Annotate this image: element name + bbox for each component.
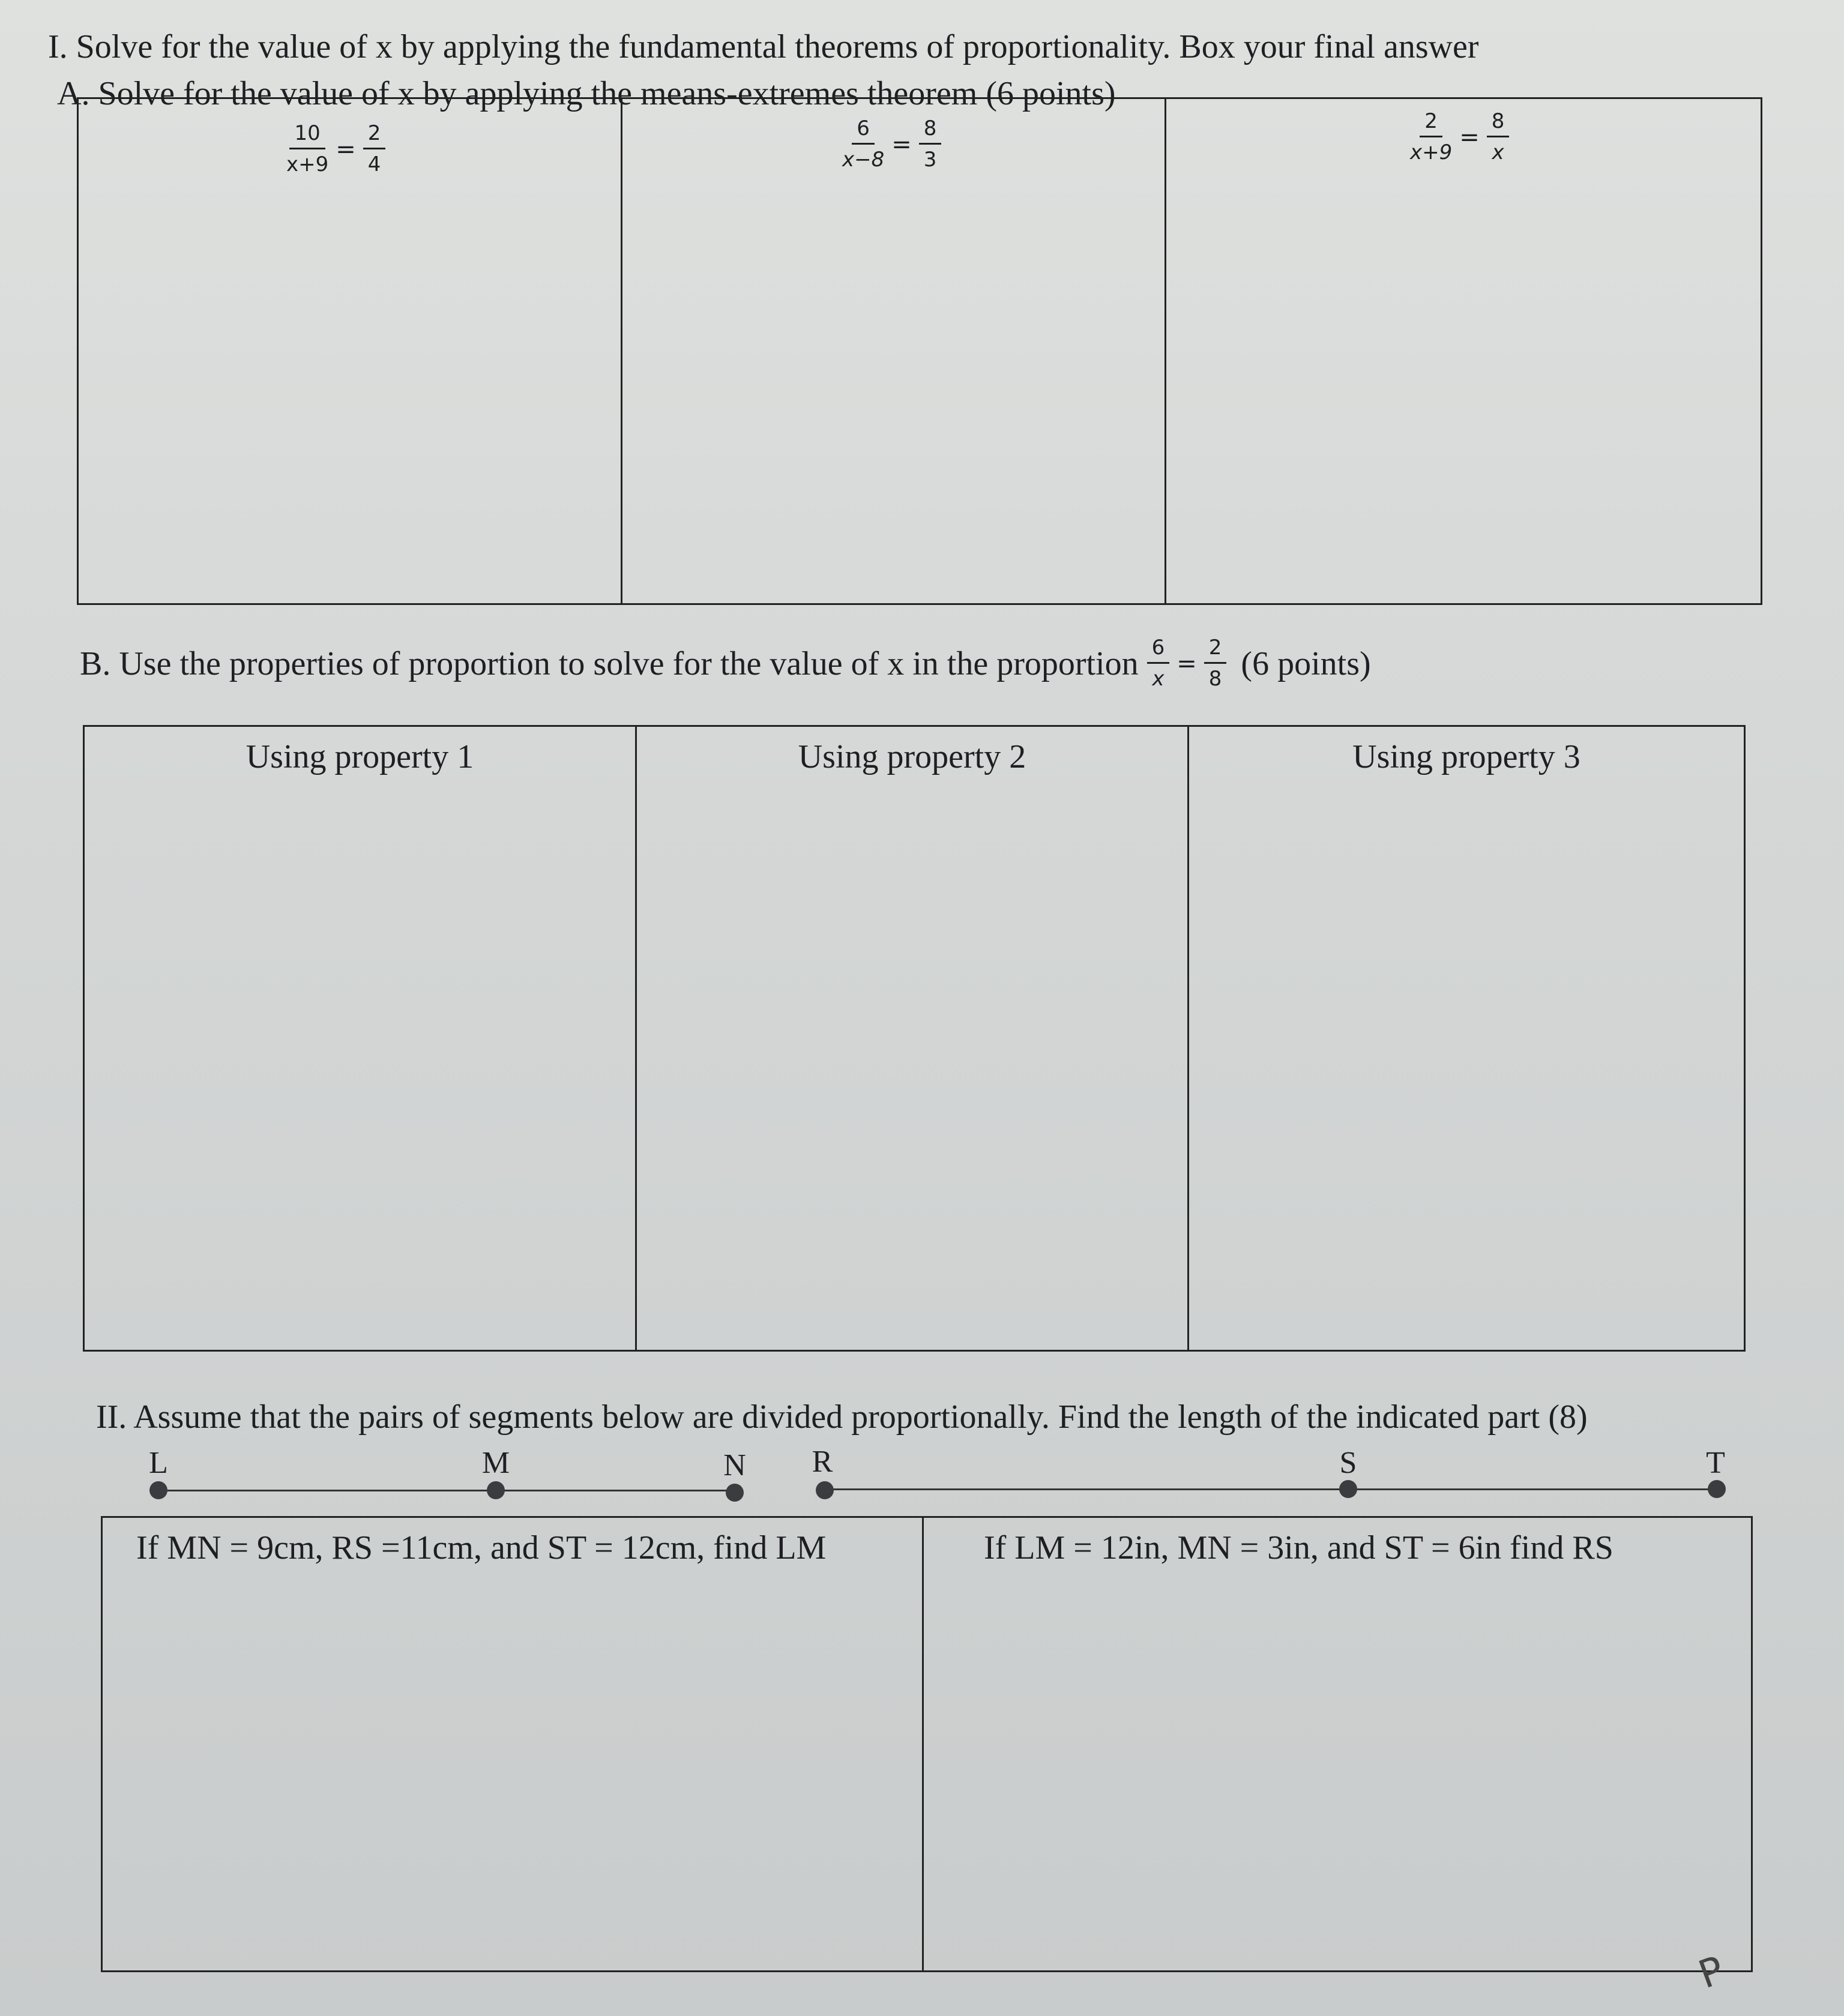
equation-1: $\frac{10}{x+9}$ = $\frac{2}{4}$	[283, 122, 389, 176]
partB-points: (6 points)	[1241, 645, 1371, 682]
part1-heading: I. Solve for the value of x by applying the fundamental theorems of proportionality. Box your final answer	[48, 28, 1479, 65]
point-label-N: N	[723, 1448, 746, 1482]
handwritten-mark: P	[1693, 1948, 1731, 1998]
property-1-cell[interactable]	[85, 727, 637, 1350]
property-2-title: Using property 2	[798, 738, 1026, 775]
partB-proportion-right: $\frac{2}{8}$	[1204, 636, 1227, 691]
fraction: $\frac{2}{4}$	[363, 122, 386, 176]
partA-cell-1[interactable]	[79, 99, 622, 603]
segment-RT	[825, 1488, 1717, 1490]
problem-2-cell[interactable]	[924, 1518, 1751, 1970]
point-L	[149, 1481, 167, 1499]
fraction: $\frac{10}{x+9}$	[286, 121, 329, 177]
partA-heading: A. Solve for the value of x by applying the means-extremes theorem (6 points)	[57, 75, 1116, 112]
partB-table	[83, 725, 1746, 1352]
equation-3: $\frac{2}{x+9}$ = $\frac{8}{x}$	[1406, 110, 1513, 164]
point-N	[726, 1484, 744, 1502]
point-label-S: S	[1339, 1446, 1357, 1480]
point-label-M: M	[481, 1446, 510, 1480]
partA-table	[77, 97, 1762, 605]
point-label-L: L	[149, 1446, 168, 1480]
problem-2-text: If LM = 12in, MN = 3in, and ST = 6in find RS	[984, 1529, 1614, 1566]
property-3-title: Using property 3	[1352, 738, 1580, 775]
point-label-T: T	[1706, 1446, 1725, 1480]
partB-proportion-left: $\frac{6}{x}$	[1147, 636, 1170, 691]
problem-1-text: If MN = 9cm, RS =11cm, and ST = 12cm, find LM	[136, 1529, 827, 1566]
fraction: $\frac{6}{x-8}$	[842, 116, 885, 172]
part2-table	[101, 1516, 1753, 1972]
point-M	[487, 1481, 505, 1499]
fraction: $\frac{8}{3}$	[919, 117, 942, 172]
property-1-title: Using property 1	[246, 738, 474, 775]
property-3-cell[interactable]	[1189, 727, 1744, 1350]
point-S	[1339, 1480, 1357, 1498]
part2-heading: II. Assume that the pairs of segments below are divided proportionally. Find the length of the indicated part (8)	[96, 1398, 1588, 1436]
problem-1-cell[interactable]	[103, 1518, 924, 1970]
point-R	[816, 1481, 834, 1499]
property-2-cell[interactable]	[637, 727, 1189, 1350]
partB-heading: B. Use the properties of proportion to solve for the value of x in the proportion $\frac{6}{x}$ = $\frac{2}{8}$ (6 points)	[80, 636, 1371, 691]
partB-heading-text: B. Use the properties of proportion to solve for the value of x in the proportion	[80, 645, 1139, 682]
fraction: $\frac{2}{x+9}$	[1410, 109, 1453, 165]
equation-2: $\frac{6}{x-8}$ = $\frac{8}{3}$	[839, 117, 945, 172]
point-T	[1708, 1480, 1726, 1498]
partA-cell-2[interactable]	[622, 99, 1166, 603]
segment-LN	[158, 1490, 735, 1491]
point-label-R: R	[812, 1445, 833, 1479]
partA-cell-3[interactable]	[1166, 99, 1761, 603]
fraction: $\frac{8}{x}$	[1487, 110, 1510, 164]
